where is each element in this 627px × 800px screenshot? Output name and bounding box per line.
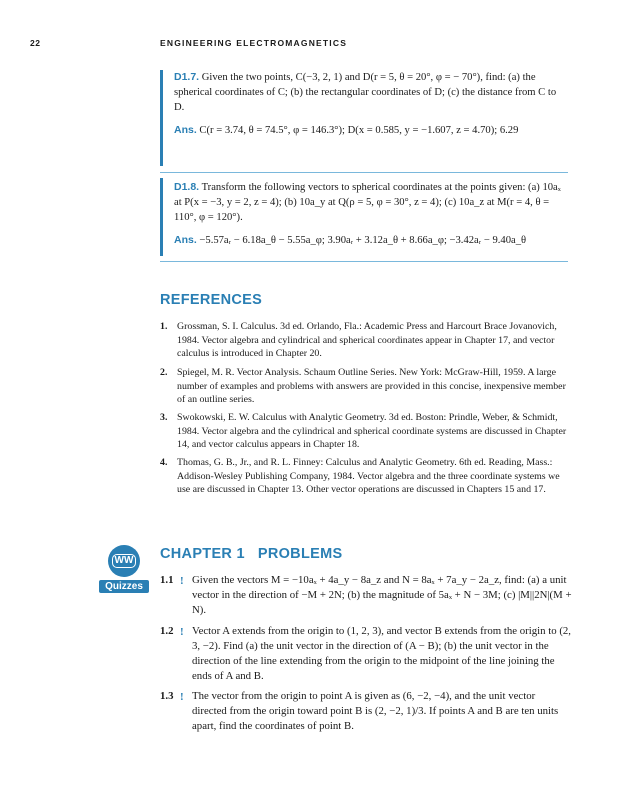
www-quizzes-badge[interactable]: [99, 545, 149, 593]
reference-number: 3.: [160, 412, 168, 423]
problem-item: [160, 573, 572, 618]
drill-tag: D1.8.: [174, 181, 200, 193]
drill-answer: −5.57aᵣ − 6.18a_θ − 5.55a_φ; 3.90aᵣ + 3.12a_θ + 8.66a_φ; −3.42aᵣ − 9.40a_θ: [199, 235, 527, 246]
reference-number: 4.: [160, 457, 168, 468]
drill-problem-d1-8: [160, 180, 568, 248]
reference-text: Spiegel, M. R. Vector Analysis. Schaum Outline Series. New York: McGraw-Hill, 1959. A large number of examples and problems with answers are provided in this concise, inexpensive member of an outline series.: [177, 367, 566, 405]
reference-number: 2.: [160, 367, 168, 378]
problem-text: Vector A extends from the origin to (1, 2, 3), and vector B extends from the origin to (2, 3, −2). Find (a) the unit vector in the direction of (A − B); (b) the unit vector in the direction of the line extending from the origin to the midpoint of the line joining the ends of A and B.: [192, 625, 572, 682]
answer-label: Ans.: [174, 124, 197, 136]
exclamation-icon: !: [180, 575, 184, 587]
problem-text: Given the vectors M = −10aₓ + 4a_y − 8a_z and N = 8aₓ + 7a_y − 2a_z, find: (a) a unit vector in the direction of −M + 2N; (b) the magnitude of 5aₓ + N − 3M; (c) |M||2N|(M + N).: [192, 574, 572, 616]
drill-question: Transform the following vectors to spherical coordinates at the points given: (a) 10aₓ at P(x = −3, y = 2, z = 4); (b) 10a_y at Q(ρ = 5, φ = 30°, z = 4); (c) 10a_z at M(r = 4, θ = 110°, φ = 120°).: [174, 182, 561, 223]
divider: [160, 172, 568, 173]
problem-number: 1.1: [160, 574, 174, 586]
drill-question: Given the two points, C(−3, 2, 1) and D(r = 5, θ = 20°, φ = − 70°), find: (a) the spherical coordinates of C; (b) the rectangular coordinates of D; (c) the distance from C to D.: [174, 72, 557, 113]
reference-number: 1.: [160, 321, 168, 332]
problem-item: [160, 624, 572, 684]
reference-text: Thomas, G. B., Jr., and R. L. Finney: Calculus and Analytic Geometry. 6th ed. Reading, Mass.: Addison-Wesley Publishing Company, 1984. Vector algebra and the three coordinate systems we use are discussed in Chapter 13. Other vector operations are discussed in Chapters 15 and 17.: [177, 457, 560, 495]
reference-item: [160, 411, 570, 452]
problem-number: 1.3: [160, 690, 174, 702]
problem-text: The vector from the origin to point A is given as (6, −2, −4), and the unit vector directed from the origin toward point B is (2, −2, 1)/3. If points A and B are ten units apart, find the coordinates of point B.: [192, 690, 559, 732]
divider: [160, 261, 568, 262]
exclamation-icon: !: [180, 626, 184, 638]
problem-item: [160, 689, 572, 734]
problem-number: 1.2: [160, 625, 174, 637]
drill-tag: D1.7.: [174, 71, 200, 83]
drill-problem-d1-7: [160, 70, 568, 138]
answer-label: Ans.: [174, 234, 197, 246]
reference-item: [160, 366, 570, 407]
running-title: ENGINEERING ELECTROMAGNETICS: [160, 38, 348, 48]
exclamation-icon: !: [180, 691, 184, 703]
drill-answer: C(r = 3.74, θ = 74.5°, φ = 146.3°); D(x = 0.585, y = −1.607, z = 4.70); 6.29: [199, 125, 519, 136]
reference-text: Grossman, S. I. Calculus. 3d ed. Orlando, Fla.: Academic Press and Harcourt Brace Jovanovich, 1984. Vector algebra and cylindrical and spherical coordinates appear in Chapter 17, and vector calculus is introduced in Chapter 20.: [177, 321, 557, 359]
chapter-problems-title: CHAPTER 1 PROBLEMS: [160, 546, 343, 562]
www-icon: WW: [108, 545, 140, 577]
reference-text: Swokowski, E. W. Calculus with Analytic Geometry. 3d ed. Boston: Prindle, Weber, & Schmidt, 1984. Vector algebra and the cylindrical and spherical coordinate systems are discussed in Chapter 14, and vector calculus appears in Chapter 18.: [177, 412, 567, 450]
page-number: 22: [30, 38, 41, 48]
reference-item: [160, 320, 570, 361]
quizzes-label: Quizzes: [99, 580, 149, 593]
references-title: REFERENCES: [160, 292, 263, 308]
reference-item: [160, 456, 570, 497]
